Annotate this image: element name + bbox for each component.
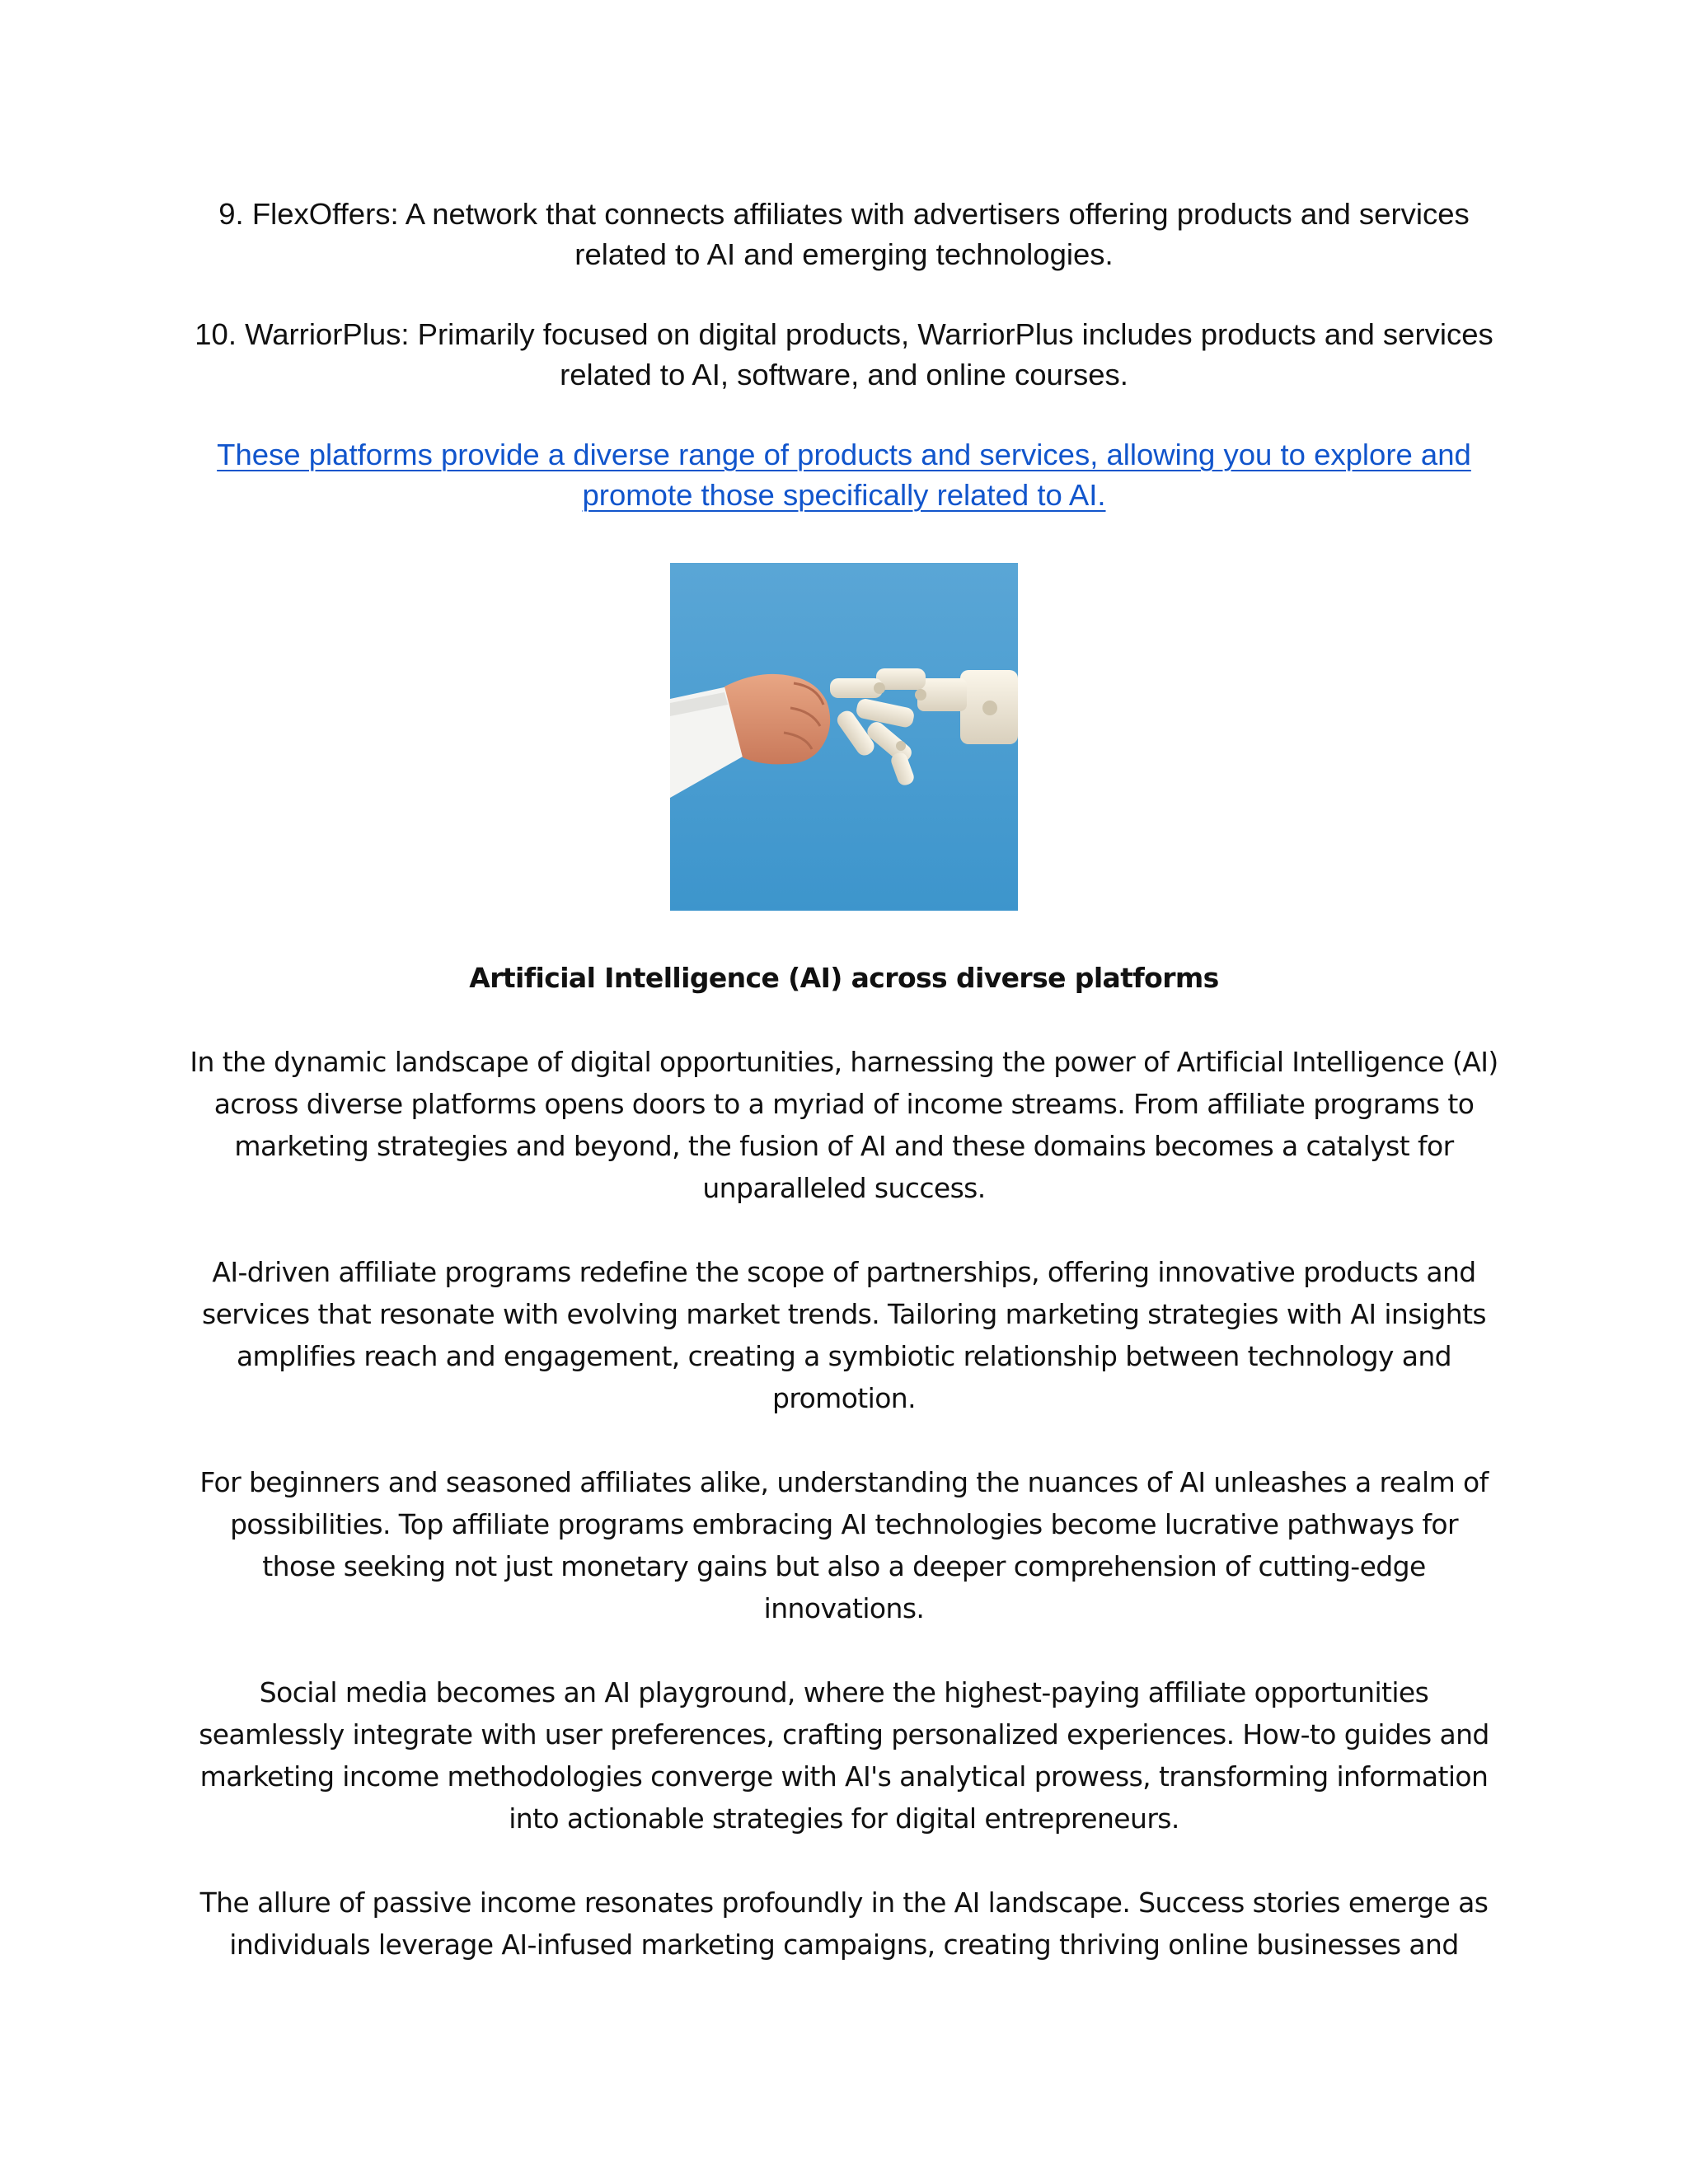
section-heading: Artificial Intelligence (AI) across diverse platforms <box>469 962 1219 994</box>
paragraph-ai-driven-programs: AI-driven affiliate programs redefine the scope of partnerships, offering innovative products and services that resonate with evolving market trends. Tailoring marketing strategies with AI insights amplifies reach and engagement, creating a symbiotic relationship between technology and promotion. <box>201 1256 1487 1414</box>
document-page <box>190 194 1498 1966</box>
list-item-warriorplus: 10. WarriorPlus: Primarily focused on digital products, WarriorPlus includes products and services related to AI, software, and online courses. <box>195 317 1493 391</box>
paragraph-dynamic-landscape: In the dynamic landscape of digital opportunities, harnessing the power of Artificial Intelligence (AI) across diverse platforms opens doors to a myriad of income streams. From affiliate programs to marketing strategies and beyond, the fusion of AI and these domains becomes a catalyst for unparalleled success. <box>190 1046 1498 1204</box>
paragraph-social-media: Social media becomes an AI playground, where the highest-paying affiliate opportunities seamlessly integrate with user preferences, crafting personalized experiences. How-to guides and marketing income methodologies converge with AI's analytical prowess, transforming information into actionable strategies for digital entrepreneurs. <box>199 1676 1489 1835</box>
human-robot-fist-bump-image <box>670 563 1018 911</box>
list-item-flexoffers: 9. FlexOffers: A network that connects affiliates with advertisers offering products and services related to AI and emerging technologies. <box>218 197 1470 271</box>
paragraph-beginners: For beginners and seasoned affiliates alike, understanding the nuances of AI unleashes a realm of possibilities. Top affiliate programs embracing AI technologies become lucrative pathways for those seeking not just monetary gains but also a deeper comprehension of cutting-edge innovations. <box>199 1466 1489 1624</box>
paragraph-passive-income: The allure of passive income resonates profoundly in the AI landscape. Success stories emerge as individuals leverage AI-infused marketing campaigns, creating thriving online businesses and <box>199 1886 1489 1961</box>
platforms-link[interactable]: These platforms provide a diverse range of products and services, allowing you to explore and promote those specifically related to AI. <box>217 438 1471 512</box>
platforms-link-paragraph <box>190 434 1498 515</box>
